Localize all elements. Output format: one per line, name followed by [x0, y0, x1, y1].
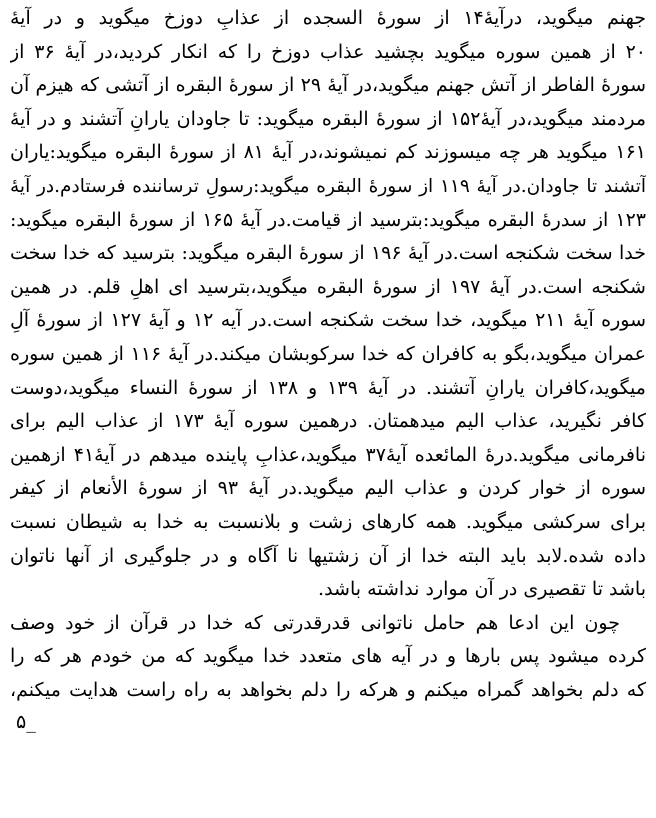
page-number: ۵_ [16, 711, 36, 734]
document-page [10, 2, 646, 814]
text-line: میگوید،کافران یارانِ آتشند. در آیۀ ۱۳۹ و ۱۳۸ از سورۀ النساء میگوید،دوست [10, 376, 646, 399]
text-line: برای سرکشی میگوید. همه کارهای زشت و بلانسبت به خدا به شیطان نسبت [10, 510, 646, 533]
text-line: کرده میشود پس بارها و در آیه های متعدد خدا میگوید که من خودم هر که را [10, 645, 646, 668]
paragraph-1 [10, 2, 646, 607]
text-line: چون این ادعا هم حامل ناتوانی قدرقدرتی که خدا در قرآن از خود وصف [10, 611, 620, 634]
text-line: داده شده.لابد باید البته خدا از آن زشتیها نا آگاه و در جلوگیری از آنها ناتوان [10, 544, 646, 567]
text-line: سوره آیۀ ۲۱۱ میگوید، خدا سخت شکنجه است.در آیه ۱۲ و آیۀ ۱۲۷ از سورۀ آلِ [10, 309, 646, 332]
paragraph-2 [10, 607, 646, 708]
text-line: ۱۲۳ از سدرۀ البقره میگوید:بترسید از قیامت.در آیۀ ۱۶۵ از سورۀ البقره میگوید: [10, 208, 646, 231]
text-line: شکنجه است.در آیۀ ۱۹۷ از سورۀ البقره میگوید،بترسید ای اهلِ قلم. در همین [10, 275, 646, 298]
text-line: ۱۶۱ میگوید هر چه میسوزند کم نمیشوند،در آیۀ ۸۱ از سورۀ البقره میگوید:یاران [10, 141, 646, 164]
text-line: کافر نگیرید، عذاب الیم میدهمتان. درهمین سوره آیۀ ۱۷۳ از عذاب الیم برای [10, 410, 646, 433]
text-line: خدا سخت شکنجه است.در آیۀ ۱۹۶ از سورۀ البقره میگوید: بترسید که خدا سخت [10, 242, 646, 265]
text-line: عمران میگوید،بگو به کافران که خدا سرکوبشان میکند.در آیۀ ۱۱۶ از همین سوره [10, 342, 646, 365]
text-line: باشد تا تقصیری در آن موارد نداشته باشد. [318, 578, 646, 601]
text-line: ۲۰ از همین سوره میگوید بچشید عذاب دوزخ را که انکار کردید،در آیۀ ۳۶ از [10, 40, 646, 63]
text-line: جهنم میگوید، درآیۀ۱۴ از سورۀ السجده از عذابِ دوزخ میگوید و در آیۀ [10, 7, 646, 29]
text-line: نافرمانی میگوید.درۀ المائعده آیۀ۳۷ میگوید،عذابِ پاینده میدهم در آیۀ۴۱ ازهمین [10, 443, 646, 466]
text-line: آتشند تا جاودان.در آیۀ ۱۱۹ از سورۀ البقره میگوید:رسولِ ترساننده فرستادم.در آیۀ [10, 175, 646, 197]
text-line: سوره از خوار کردن و عذاب الیم میگوید.در آیۀ ۹۳ از سورۀ الأنعام از کیفر [10, 477, 646, 500]
text-line: مردمند میگوید،در آیۀ۱۵۲ از سورۀ البقره میگوید: تا جاودان یارانِ آتشند و در آیۀ [10, 107, 646, 130]
text-line: سورۀ الفاطر از آتش جهنم میگوید،در آیۀ ۲۹ از سورۀ البقره از آتشی که هیزم آن [10, 74, 646, 97]
text-line: که دلم بخواهد گمراه میکنم و هرکه را دلم بخواهد به راه راست هدایت میکنم، [10, 678, 646, 701]
